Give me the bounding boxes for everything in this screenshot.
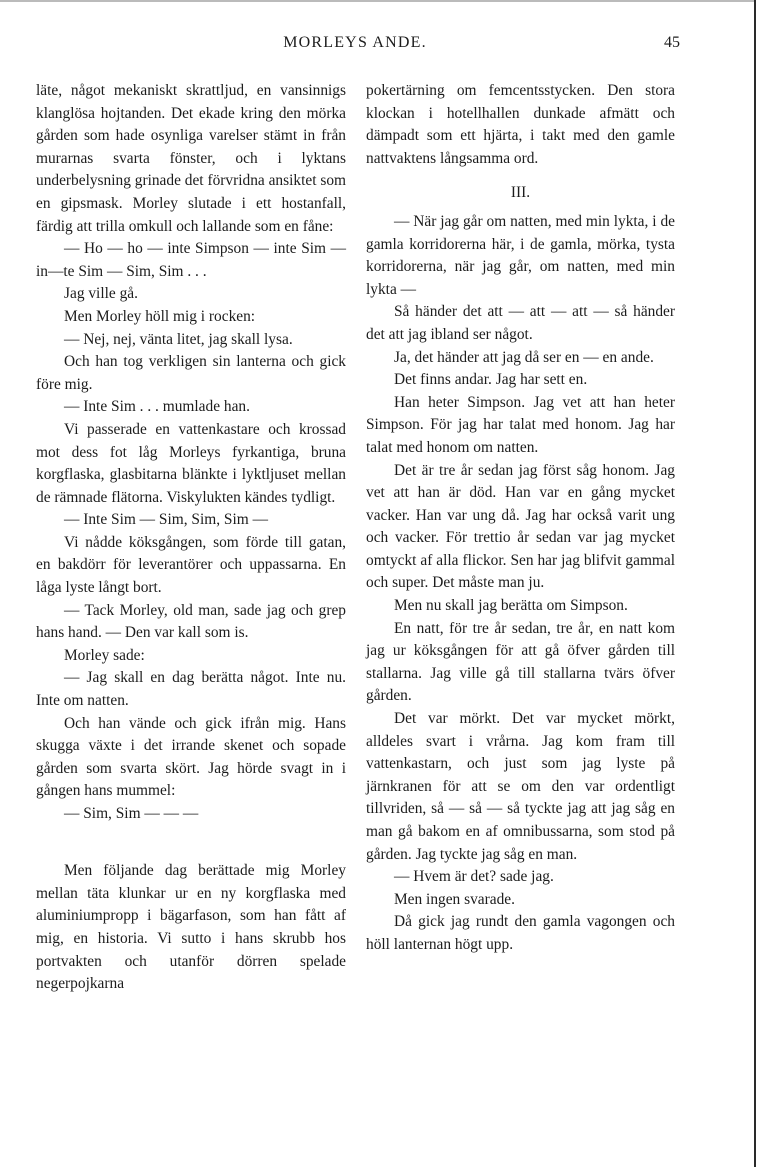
paragraph: Men Morley höll mig i rocken:	[64, 307, 256, 325]
paragraph: Men ingen svarade.	[394, 890, 515, 908]
right-column	[366, 80, 675, 957]
paragraph: Och han tog verkligen sin lanterna och gick före mig.	[36, 353, 346, 393]
section-heading: III.	[510, 184, 531, 202]
paragraph: — När jag går om natten, med min lykta, i de gamla korridorerna här, i de gamla, mörka, tysta korridorerna, när jag går, om natten, med min lykta —	[366, 212, 675, 298]
paragraph: Det finns andar. Jag har sett en.	[394, 371, 588, 389]
paragraph: Det var mörkt. Det var mycket mörkt, alldeles svart i vrårna. Jag kom fram till vattenkastarn, och just som jag lyste på järnkranen för att se om den var ordentligt tillvriden, så — så — så tyckte jag att jag såg en man gå bakom en af omnibussarna, som stod på gården. Jag tyckte jag såg en man.	[366, 710, 675, 863]
paragraph: — Nej, nej, vänta litet, jag skall lysa.	[64, 330, 293, 348]
section-gap	[36, 848, 346, 860]
paragraph: Men följande dag berättade mig Morley mellan täta klunkar ur en ny korgflaska med aluminiumpropp i bägarfason, som han fått af mig, en historia. Vi sutto i hans skrubb hos portvakten och utanför dörren spelade negerpojkarna	[36, 862, 346, 993]
paragraph: Han heter Simpson. Jag vet att han heter Simpson. För jag har talat med honom. Jag har talat med honom om natten.	[366, 393, 675, 456]
paragraph: Då gick jag rundt den gamla vagongen och höll lanternan högt upp.	[366, 913, 675, 953]
paragraph: Det är tre år sedan jag först såg honom. Jag vet att han är död. Han var en gång mycket vacker. Han var ung då. Jag har också varit ung och vacker. För trettio år sedan var jag mycket omtyckt af alla flickor. Sen har jag blifvit gammal och super. Det måste man ju.	[366, 461, 675, 592]
running-header	[30, 34, 680, 58]
paragraph: — Hvem är det? sade jag.	[394, 868, 554, 886]
paragraph: Morley sade:	[64, 646, 145, 664]
paragraph: Ja, det händer att jag då ser en — en ande.	[394, 348, 654, 366]
paragraph: Så händer det att — att — att — så händer det att jag ibland ser något.	[366, 303, 675, 343]
section-gap	[366, 170, 675, 182]
paragraph: Jag ville gå.	[64, 285, 138, 303]
section-gap	[36, 826, 346, 849]
paragraph: — Ho — ho — inte Simpson — inte Sim — in—te Sim — Sim, Sim . . .	[36, 240, 346, 280]
running-title: MORLEYS ANDE.	[283, 34, 427, 51]
paragraph: Men nu skall jag berätta om Simpson.	[394, 597, 628, 615]
paragraph: — Inte Sim — Sim, Sim, Sim —	[64, 511, 268, 529]
paragraph: Vi nådde köksgången, som förde till gatan, en bakdörr för leverantörer och uppassarna. En låga lyste långt bort.	[36, 533, 346, 597]
paragraph: Och han vände och gick ifrån mig. Hans skugga växte i det irrande skenet och sopade gården som svarta skört. Jag hörde svagt in i gången hans mummel:	[36, 714, 346, 800]
paragraph: läte, något mekaniskt skrattljud, en vansinnigs klanglösa hojtanden. Det ekade kring den mörka gården som hade osynliga varelser stämt in från murarnas svarta fönster, och i lyktans underbelysning grinade det förvridna ansiktet som en gipsmask. Morley slutade i ett hostanfall, färdig att trilla omkull och lallande som en fåne:	[36, 82, 346, 235]
page-number: 45	[664, 34, 680, 51]
paragraph: — Jag skall en dag berätta något. Inte nu. Inte om natten.	[36, 669, 346, 710]
paragraph: En natt, för tre år sedan, tre år, en natt kom jag ur köksgången för att gå öfver gården till stallarna. Jag ville gå till stallarna tvärs öfver gården.	[366, 619, 675, 705]
paragraph: — Tack Morley, old man, sade jag och grep hans hand. — Den var kall som is.	[36, 601, 346, 642]
paragraph: — Inte Sim . . . mumlade han.	[64, 398, 250, 416]
left-column	[36, 80, 346, 996]
paragraph: Vi passerade en vattenkastare och krossad mot dess fot låg Morleys fyrkantiga, bruna korgflaska, glasbitarna blänkte i lyktljuset mellan de rämnade flätorna. Viskylukten kändes tydligt.	[36, 420, 346, 506]
paragraph: pokertärning om femcentsstycken. Den stora klockan i hotellhallen dunkade afmätt och dämpadt som ett hjärta, i takt med den gamle nattvaktens långsamma ord.	[366, 82, 675, 167]
paragraph: — Sim, Sim — — —	[64, 805, 199, 822]
